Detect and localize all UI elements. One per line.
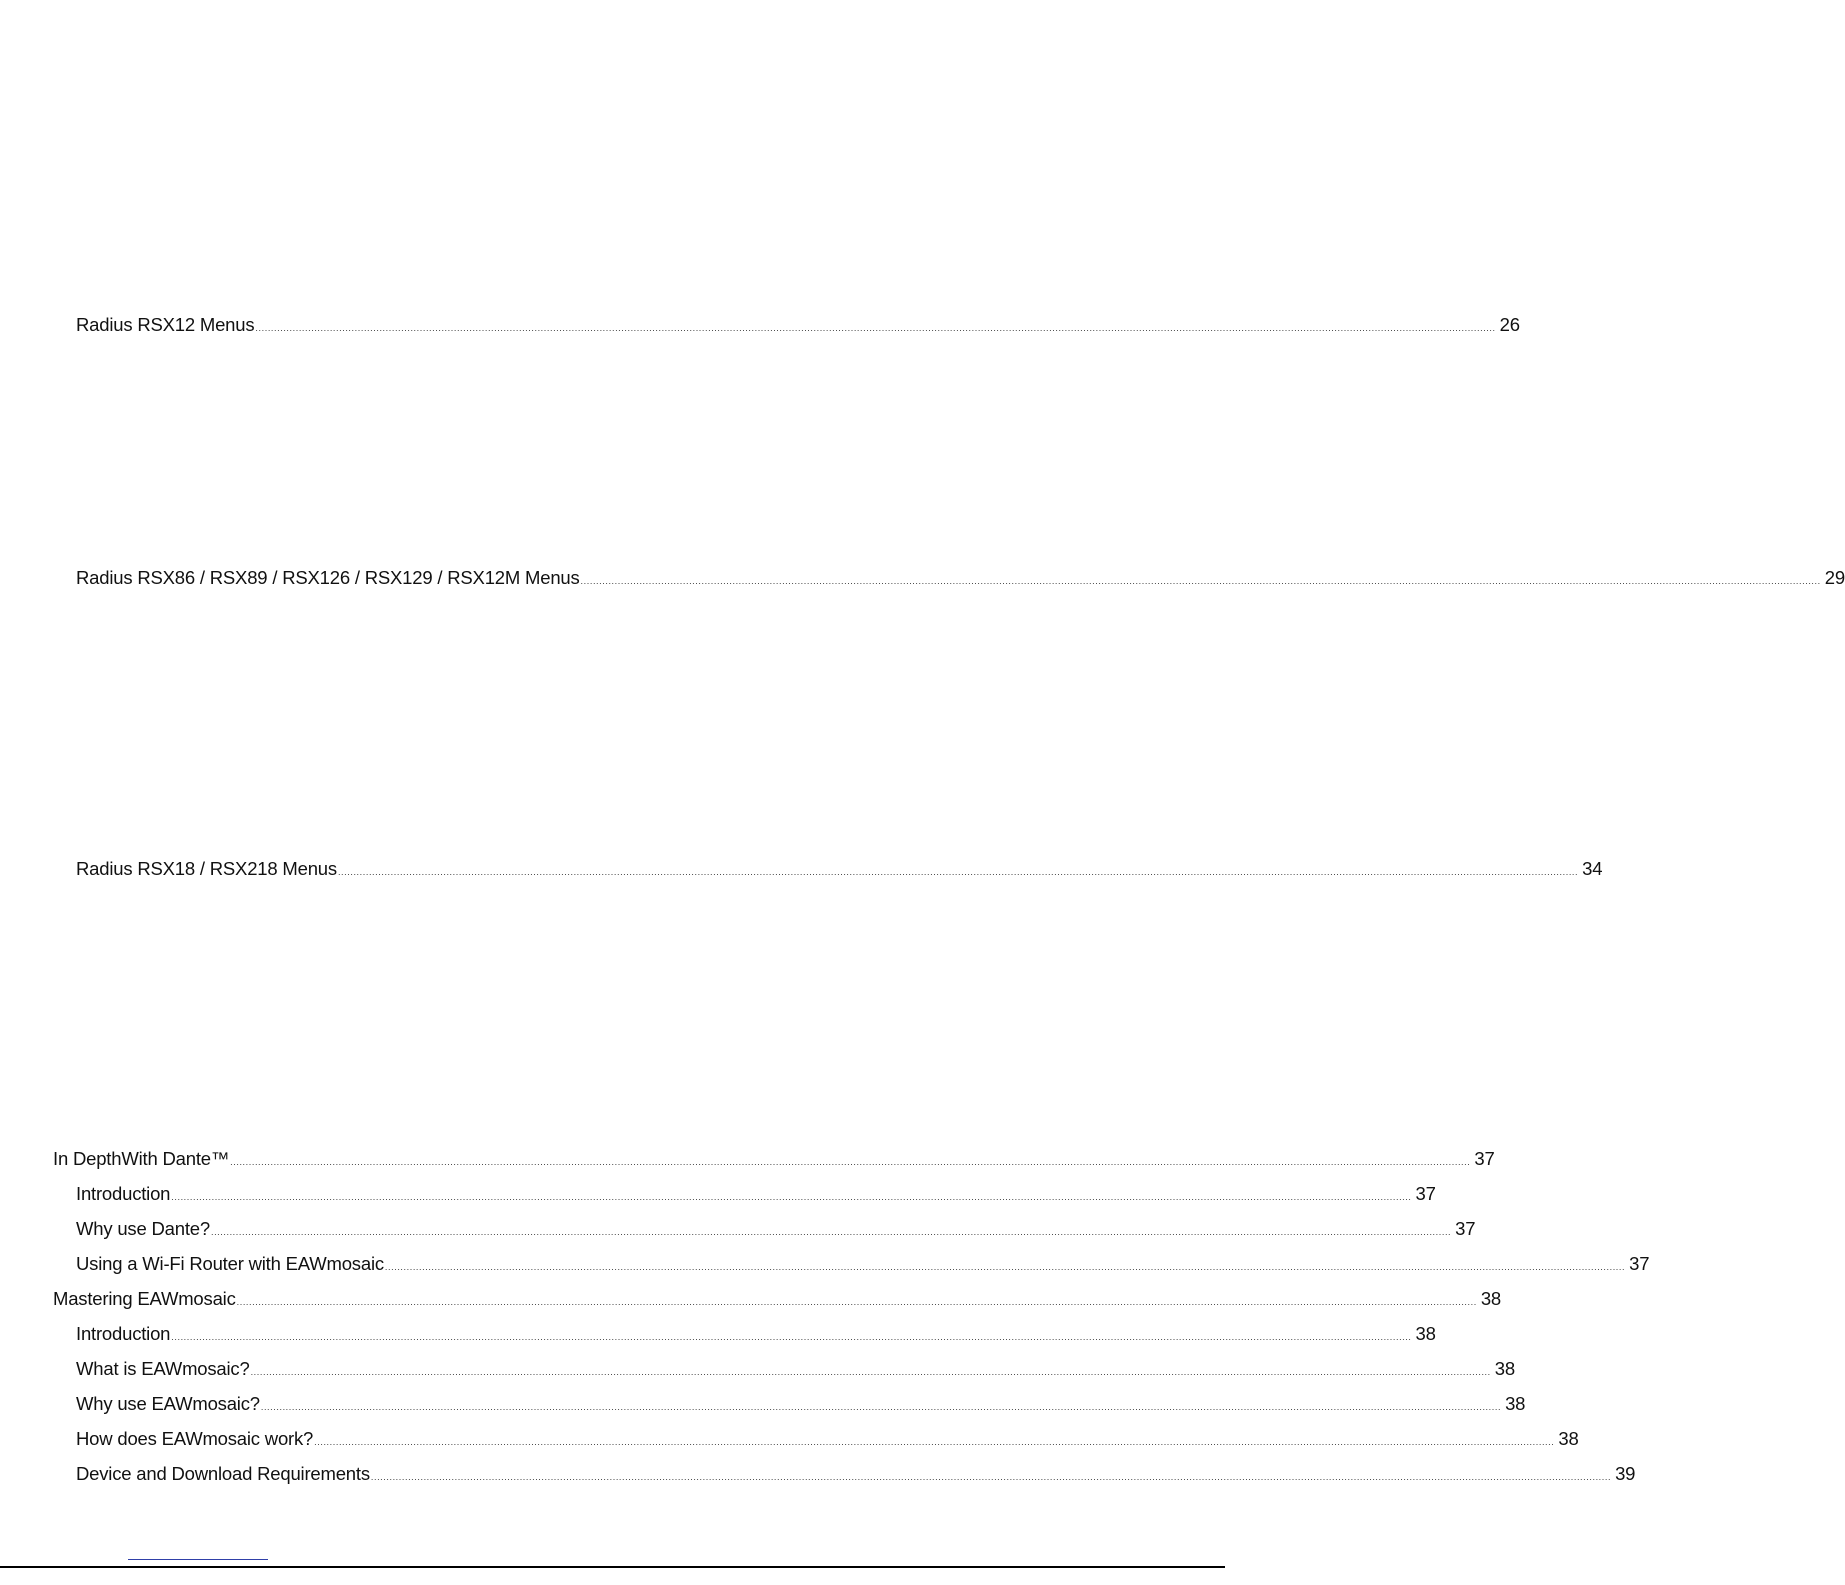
toc-entry-device-download-requirements[interactable] <box>76 1463 1636 1489</box>
toc-entry-introduction-eawmosaic[interactable] <box>76 1323 1436 1349</box>
toc-entry-title: Introduction <box>76 1183 171 1204</box>
toc-page-number: 37 <box>1415 1183 1436 1204</box>
toc-leader-dots: ................................................................................................................................................................................................................................................................................................................................................................................................................ <box>236 1297 1477 1307</box>
toc-page-number: 37 <box>1455 1218 1476 1239</box>
toc-entry-title: Mastering EAWmosaic <box>53 1288 236 1309</box>
toc-entry-radius-rsx18-menus[interactable] <box>76 858 1603 884</box>
toc-leader-dots: ................................................................................................................................................................................................................................................................................................................................................................................................................ <box>255 323 1496 333</box>
toc-page-number: 38 <box>1480 1288 1502 1309</box>
toc-entry-radius-rsx86-menus[interactable] <box>76 567 1845 593</box>
footer-link-underline[interactable] <box>128 1559 268 1560</box>
toc-entry-title: In DepthWith Dante™ <box>53 1148 230 1169</box>
toc-entry-radius-rsx12-menus[interactable] <box>76 314 1520 340</box>
toc-leader-dots: ................................................................................................................................................................................................................................................................................................................................................................................................................ <box>250 1367 1491 1377</box>
toc-entry-title: Why use Dante? <box>76 1218 210 1239</box>
toc-leader-dots: ................................................................................................................................................................................................................................................................................................................................................................................................................ <box>210 1227 1452 1237</box>
toc-entry-title: Device and Download Requirements <box>76 1463 370 1484</box>
toc-page-number: 26 <box>1499 314 1520 335</box>
toc-page-number: 37 <box>1629 1253 1650 1274</box>
toc-entry-what-is-eawmosaic[interactable] <box>76 1358 1515 1384</box>
toc-entry-title: Radius RSX18 / RSX218 Menus <box>76 858 337 879</box>
toc-leader-dots: ................................................................................................................................................................................................................................................................................................................................................................................................................ <box>230 1157 1471 1167</box>
toc-leader-dots: ................................................................................................................................................................................................................................................................................................................................................................................................................ <box>337 867 1579 877</box>
toc-page-number: 38 <box>1505 1393 1526 1414</box>
toc-entry-title: What is EAWmosaic? <box>76 1358 250 1379</box>
toc-entry-title: Introduction <box>76 1323 171 1344</box>
toc-entry-title: Using a Wi-Fi Router with EAWmosaic <box>76 1253 384 1274</box>
toc-entry-title: Radius RSX86 / RSX89 / RSX126 / RSX129 / RSX12M Menus <box>76 567 580 588</box>
toc-leader-dots: ................................................................................................................................................................................................................................................................................................................................................................................................................ <box>260 1402 1502 1412</box>
toc-entry-why-use-eawmosaic[interactable] <box>76 1393 1526 1419</box>
toc-leader-dots: ................................................................................................................................................................................................................................................................................................................................................................................................................ <box>370 1472 1612 1482</box>
toc-entry-how-does-eawmosaic-work[interactable] <box>76 1428 1579 1454</box>
toc-page-number: 38 <box>1415 1323 1436 1344</box>
toc-entry-title: Why use EAWmosaic? <box>76 1393 260 1414</box>
toc-entry-introduction-dante[interactable] <box>76 1183 1436 1209</box>
toc-page-number: 34 <box>1582 858 1603 879</box>
toc-entry-using-wifi-router[interactable] <box>76 1253 1650 1279</box>
toc-leader-dots: ................................................................................................................................................................................................................................................................................................................................................................................................................ <box>314 1437 1555 1447</box>
toc-entry-in-depth-with-dante[interactable] <box>53 1148 1495 1174</box>
toc-leader-dots: ................................................................................................................................................................................................................................................................................................................................................................................................................ <box>171 1332 1412 1342</box>
toc-page-number: 39 <box>1615 1463 1636 1484</box>
toc-page-number: 38 <box>1494 1358 1515 1379</box>
toc-entry-why-use-dante[interactable] <box>76 1218 1476 1244</box>
toc-leader-dots: ................................................................................................................................................................................................................................................................................................................................................................................................................ <box>384 1262 1626 1272</box>
toc-leader-dots: ................................................................................................................................................................................................................................................................................................................................................................................................................ <box>580 576 1821 586</box>
footer-divider <box>0 1566 1225 1568</box>
toc-entry-title: Radius RSX12 Menus <box>76 314 255 335</box>
toc-page-number: 38 <box>1558 1428 1579 1449</box>
toc-entry-title: How does EAWmosaic work? <box>76 1428 314 1449</box>
toc-page-number: 37 <box>1474 1148 1495 1169</box>
toc-entry-mastering-eawmosaic[interactable] <box>53 1288 1502 1314</box>
toc-leader-dots: ................................................................................................................................................................................................................................................................................................................................................................................................................ <box>171 1192 1412 1202</box>
toc-page-number: 29 <box>1824 567 1845 588</box>
